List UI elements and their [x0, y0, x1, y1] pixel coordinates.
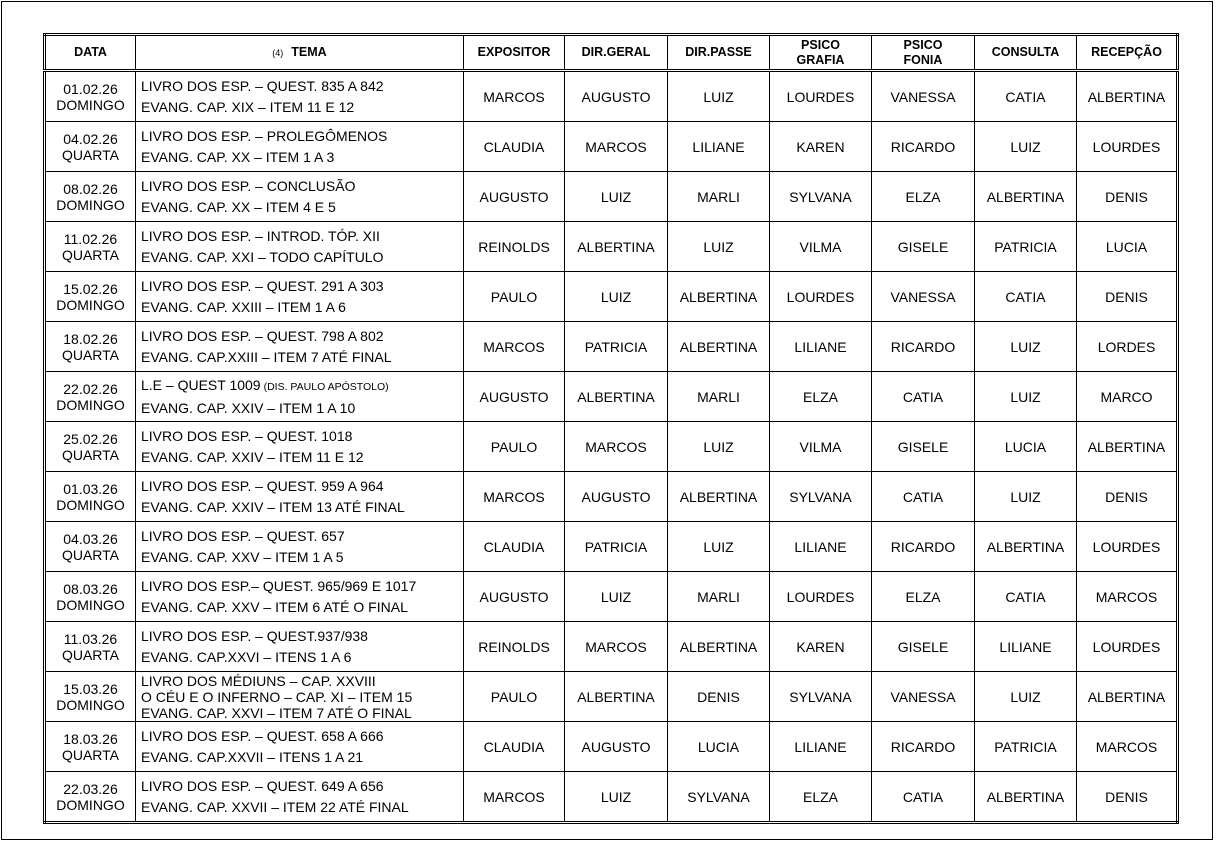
table-row	[45, 772, 1178, 823]
header-tema-prefix: (4)	[272, 47, 284, 58]
date-value: 11.02.26	[63, 230, 118, 247]
table-header	[45, 35, 1178, 71]
tema-line-2: EVANG. CAP. XXIII – ITEM 1 A 6	[141, 298, 346, 315]
cell-psico-fonia: CATIA	[872, 472, 975, 522]
tema-line-1-text: LIVRO DOS ESP. – QUEST. 658 A 666	[141, 727, 384, 744]
cell-tema	[136, 672, 464, 722]
cell-recepcao: DENIS	[1077, 472, 1178, 522]
tema-line-1-text: LIVRO DOS ESP. – QUEST. 1018	[141, 427, 353, 444]
cell-consulta: ALBERTINA	[975, 172, 1077, 222]
cell-consulta: LUIZ	[975, 672, 1077, 722]
cell-psico-grafia: LILIANE	[770, 722, 872, 772]
cell-recepcao: MARCOS	[1077, 572, 1178, 622]
cell-expositor: AUGUSTO	[464, 572, 565, 622]
cell-tema	[136, 722, 464, 772]
tema-line-2: EVANG. CAP.XXVI – ITENS 1 A 6	[141, 648, 352, 665]
tema-line-1	[141, 526, 463, 547]
cell-psico-grafia: VILMA	[770, 422, 872, 472]
table-row	[45, 522, 1178, 572]
cell-dir-geral: AUGUSTO	[565, 472, 668, 522]
tema-line-1	[141, 426, 463, 447]
cell-psico-fonia: CATIA	[872, 372, 975, 422]
tema-line-1-text: LIVRO DOS ESP. – QUEST. 798 A 802	[141, 327, 384, 344]
tema-line-1-text: L.E – QUEST 1009	[141, 376, 261, 393]
date-value: 01.03.26	[63, 480, 118, 497]
cell-dir-passe: SYLVANA	[668, 772, 770, 823]
tema-line-2: EVANG. CAP. XXV – ITEM 1 A 5	[141, 548, 344, 565]
cell-expositor: CLAUDIA	[464, 522, 565, 572]
cell-dir-passe: LUIZ	[668, 522, 770, 572]
cell-dir-passe: MARLI	[668, 572, 770, 622]
cell-dir-geral: PATRICIA	[565, 522, 668, 572]
cell-date	[45, 672, 136, 722]
cell-consulta: LUCIA	[975, 422, 1077, 472]
tema-line-1	[141, 726, 463, 747]
header-psico-grafia	[770, 35, 872, 71]
cell-expositor: CLAUDIA	[464, 122, 565, 172]
cell-psico-grafia: LILIANE	[770, 522, 872, 572]
weekday-value: QUARTA	[61, 746, 120, 763]
cell-consulta: ALBERTINA	[975, 522, 1077, 572]
tema-line-2: EVANG. CAP. XXIV – ITEM 11 E 12	[141, 448, 364, 465]
cell-expositor: AUGUSTO	[464, 372, 565, 422]
weekday-value: DOMINGO	[56, 296, 125, 313]
header-dir-geral: DIR.GERAL	[565, 35, 668, 71]
tema-line-1	[141, 176, 463, 197]
weekday-value: QUARTA	[61, 346, 120, 363]
cell-date	[45, 722, 136, 772]
tema-line-1	[141, 476, 463, 497]
cell-dir-geral: PATRICIA	[565, 322, 668, 372]
cell-expositor: MARCOS	[464, 472, 565, 522]
cell-dir-geral: ALBERTINA	[565, 372, 668, 422]
cell-tema	[136, 122, 464, 172]
cell-recepcao: MARCOS	[1077, 722, 1178, 772]
header-recepcao: RECEPÇÃO	[1077, 35, 1178, 71]
cell-psico-fonia: VANESSA	[872, 272, 975, 322]
cell-recepcao: DENIS	[1077, 172, 1178, 222]
header-date: DATA	[45, 35, 136, 71]
cell-tema	[136, 172, 464, 222]
cell-dir-geral: MARCOS	[565, 622, 668, 672]
cell-dir-geral: AUGUSTO	[565, 722, 668, 772]
cell-tema	[136, 71, 464, 122]
cell-expositor: PAULO	[464, 272, 565, 322]
cell-psico-grafia: LILIANE	[770, 322, 872, 372]
cell-dir-passe: LUCIA	[668, 722, 770, 772]
header-tema	[136, 35, 464, 71]
header-expositor: EXPOSITOR	[464, 35, 565, 71]
cell-psico-grafia: SYLVANA	[770, 172, 872, 222]
cell-recepcao: ALBERTINA	[1077, 672, 1178, 722]
date-value: 22.02.26	[63, 380, 118, 397]
table-row	[45, 622, 1178, 672]
date-value: 22.03.26	[63, 780, 118, 797]
tema-line-1	[141, 76, 463, 97]
header-psico-grafia-line2: GRAFIA	[796, 52, 845, 67]
tema-line-1-text: LIVRO DOS ESP. – QUEST. 657	[141, 527, 345, 544]
cell-date	[45, 272, 136, 322]
cell-dir-passe: DENIS	[668, 672, 770, 722]
header-psico-fonia	[872, 35, 975, 71]
cell-psico-grafia: LOURDES	[770, 71, 872, 122]
header-dir-passe: DIR.PASSE	[668, 35, 770, 71]
cell-consulta: CATIA	[975, 71, 1077, 122]
cell-expositor: MARCOS	[464, 772, 565, 823]
date-value: 08.03.26	[63, 580, 118, 597]
cell-psico-fonia: RICARDO	[872, 122, 975, 172]
tema-line-1-text: LIVRO DOS ESP. – QUEST. 649 A 656	[141, 777, 384, 794]
cell-psico-fonia: VANESSA	[872, 672, 975, 722]
cell-psico-grafia: SYLVANA	[770, 472, 872, 522]
cell-dir-geral: LUIZ	[565, 172, 668, 222]
date-value: 08.02.26	[63, 180, 118, 197]
tema-line-2: O CÉU E O INFERNO – CAP. XI – ITEM 15	[141, 688, 413, 705]
cell-recepcao: MARCO	[1077, 372, 1178, 422]
cell-recepcao: ALBERTINA	[1077, 422, 1178, 472]
tema-line-2: EVANG. CAP.XXIII – ITEM 7 ATÉ FINAL	[141, 348, 392, 365]
weekday-value: QUARTA	[61, 246, 120, 263]
tema-line-1	[141, 375, 463, 398]
cell-tema	[136, 222, 464, 272]
cell-consulta: LUIZ	[975, 472, 1077, 522]
date-value: 18.03.26	[63, 730, 118, 747]
tema-line-2: EVANG. CAP.XXVII – ITENS 1 A 21	[141, 748, 364, 765]
cell-expositor: PAULO	[464, 672, 565, 722]
cell-psico-fonia: ELZA	[872, 172, 975, 222]
cell-psico-grafia: ELZA	[770, 372, 872, 422]
tema-line-1	[141, 226, 463, 247]
cell-tema	[136, 322, 464, 372]
cell-dir-passe: ALBERTINA	[668, 322, 770, 372]
date-value: 25.02.26	[63, 430, 118, 447]
cell-psico-fonia: GISELE	[872, 222, 975, 272]
cell-consulta: PATRICIA	[975, 722, 1077, 772]
cell-date	[45, 572, 136, 622]
date-value: 15.02.26	[63, 280, 118, 297]
date-value: 18.02.26	[63, 330, 118, 347]
tema-line-2: EVANG. CAP. XX – ITEM 4 E 5	[141, 198, 336, 215]
cell-psico-fonia: GISELE	[872, 622, 975, 672]
date-value: 11.03.26	[63, 630, 118, 647]
cell-dir-passe: LILIANE	[668, 122, 770, 172]
table-row	[45, 472, 1178, 522]
tema-line-1-text: LIVRO DOS ESP.– QUEST. 965/969 E 1017	[141, 577, 417, 594]
tema-line-1	[141, 626, 463, 647]
cell-consulta: CATIA	[975, 272, 1077, 322]
tema-line-1-text: LIVRO DOS ESP. – QUEST. 959 A 964	[141, 477, 384, 494]
date-value: 04.02.26	[63, 130, 118, 147]
cell-date	[45, 522, 136, 572]
cell-psico-fonia: VANESSA	[872, 71, 975, 122]
cell-dir-passe: LUIZ	[668, 422, 770, 472]
table-row	[45, 572, 1178, 622]
cell-recepcao: LOURDES	[1077, 622, 1178, 672]
cell-tema	[136, 622, 464, 672]
tema-line-2: EVANG. CAP. XXIV – ITEM 13 ATÉ FINAL	[141, 498, 405, 515]
tema-line-1-text: LIVRO DOS ESP. – QUEST. 835 A 842	[141, 77, 384, 94]
cell-recepcao: LUCIA	[1077, 222, 1178, 272]
cell-date	[45, 322, 136, 372]
cell-dir-geral: ALBERTINA	[565, 672, 668, 722]
tema-line-1	[141, 576, 463, 597]
header-psico-fonia-line1: PSICO	[903, 37, 943, 52]
header-consulta: CONSULTA	[975, 35, 1077, 71]
weekday-value: DOMINGO	[56, 596, 125, 613]
tema-line-2: EVANG. CAP. XXI – TODO CAPÍTULO	[141, 248, 384, 265]
table-row	[45, 222, 1178, 272]
cell-consulta: PATRICIA	[975, 222, 1077, 272]
cell-psico-fonia: RICARDO	[872, 522, 975, 572]
tema-line-1-text: LIVRO DOS ESP. – QUEST.937/938	[141, 627, 368, 644]
weekday-value: DOMINGO	[56, 396, 125, 413]
date-value: 15.03.26	[63, 680, 118, 697]
cell-psico-grafia: KAREN	[770, 622, 872, 672]
cell-consulta: CATIA	[975, 572, 1077, 622]
cell-psico-grafia: LOURDES	[770, 272, 872, 322]
cell-tema	[136, 372, 464, 422]
tema-line-1	[141, 276, 463, 297]
tema-line-1-text: LIVRO DOS ESP. – PROLEGÔMENOS	[141, 127, 388, 144]
weekday-value: DOMINGO	[56, 796, 125, 813]
date-value: 04.03.26	[63, 530, 118, 547]
cell-date	[45, 122, 136, 172]
weekday-value: DOMINGO	[56, 96, 125, 113]
cell-expositor: MARCOS	[464, 322, 565, 372]
cell-consulta: LUIZ	[975, 322, 1077, 372]
cell-dir-geral: LUIZ	[565, 272, 668, 322]
cell-dir-geral: MARCOS	[565, 122, 668, 172]
cell-expositor: MARCOS	[464, 71, 565, 122]
table-row	[45, 272, 1178, 322]
tema-line-1	[141, 126, 463, 147]
tema-line-2: EVANG. CAP. XXV – ITEM 6 ATÉ O FINAL	[141, 598, 408, 615]
tema-line-1-text: LIVRO DOS ESP. – QUEST. 291 A 303	[141, 277, 384, 294]
header-psico-grafia-line1: PSICO	[801, 37, 840, 52]
tema-line-2: EVANG. CAP. XX – ITEM 1 A 3	[141, 148, 335, 165]
schedule-table	[43, 33, 1179, 824]
header-psico-fonia-line2: FONIA	[903, 52, 943, 67]
cell-dir-passe: ALBERTINA	[668, 472, 770, 522]
cell-date	[45, 222, 136, 272]
cell-psico-grafia: VILMA	[770, 222, 872, 272]
cell-consulta: LUIZ	[975, 372, 1077, 422]
cell-tema	[136, 572, 464, 622]
cell-tema	[136, 472, 464, 522]
weekday-value: DOMINGO	[56, 696, 125, 713]
tema-line-2: EVANG. CAP. XXIV – ITEM 1 A 10	[141, 399, 356, 416]
table-row	[45, 372, 1178, 422]
cell-psico-grafia: KAREN	[770, 122, 872, 172]
tema-line-1	[141, 776, 463, 797]
tema-line-2: EVANG. CAP. XIX – ITEM 11 E 12	[141, 98, 355, 115]
weekday-value: QUARTA	[61, 146, 120, 163]
cell-psico-fonia: RICARDO	[872, 322, 975, 372]
tema-line-1	[141, 673, 463, 689]
cell-date	[45, 622, 136, 672]
cell-expositor: PAULO	[464, 422, 565, 472]
table-row	[45, 71, 1178, 122]
cell-date	[45, 422, 136, 472]
cell-recepcao: LOURDES	[1077, 122, 1178, 172]
date-value: 01.02.26	[63, 80, 118, 97]
tema-line-2: EVANG. CAP. XXVII – ITEM 22 ATÉ FINAL	[141, 798, 409, 815]
cell-tema	[136, 522, 464, 572]
cell-date	[45, 472, 136, 522]
cell-tema	[136, 422, 464, 472]
cell-psico-grafia: SYLVANA	[770, 672, 872, 722]
tema-line-1-text: LIVRO DOS MÉDIUNS – CAP. XXVIII	[141, 672, 376, 689]
tema-line-1-text: LIVRO DOS ESP. – CONCLUSÃO	[141, 177, 356, 194]
cell-consulta: LUIZ	[975, 122, 1077, 172]
cell-date	[45, 71, 136, 122]
weekday-value: DOMINGO	[56, 496, 125, 513]
cell-recepcao: LORDES	[1077, 322, 1178, 372]
cell-expositor: CLAUDIA	[464, 722, 565, 772]
cell-tema	[136, 272, 464, 322]
cell-dir-passe: MARLI	[668, 172, 770, 222]
cell-consulta: ALBERTINA	[975, 772, 1077, 823]
cell-expositor: AUGUSTO	[464, 172, 565, 222]
cell-psico-fonia: ELZA	[872, 572, 975, 622]
cell-tema	[136, 772, 464, 823]
tema-line-1-text: LIVRO DOS ESP. – INTROD. TÓP. XII	[141, 227, 380, 244]
table-row	[45, 172, 1178, 222]
tema-line-3: EVANG. CAP. XXVI – ITEM 7 ATÉ O FINAL	[141, 704, 412, 721]
tema-line-1-note: (DIS. PAULO APÓSTOLO)	[263, 380, 389, 393]
table-row	[45, 422, 1178, 472]
table-row	[45, 322, 1178, 372]
table-row	[45, 122, 1178, 172]
cell-dir-passe: LUIZ	[668, 71, 770, 122]
cell-expositor: REINOLDS	[464, 622, 565, 672]
weekday-value: QUARTA	[61, 646, 120, 663]
weekday-value: QUARTA	[61, 546, 120, 563]
cell-dir-geral: LUIZ	[565, 572, 668, 622]
table-body	[45, 71, 1178, 823]
cell-dir-geral: MARCOS	[565, 422, 668, 472]
cell-recepcao: LOURDES	[1077, 522, 1178, 572]
cell-psico-fonia: CATIA	[872, 772, 975, 823]
cell-dir-passe: ALBERTINA	[668, 622, 770, 672]
cell-expositor: REINOLDS	[464, 222, 565, 272]
cell-consulta: LILIANE	[975, 622, 1077, 672]
cell-date	[45, 372, 136, 422]
cell-recepcao: ALBERTINA	[1077, 71, 1178, 122]
tema-line-1	[141, 326, 463, 347]
cell-date	[45, 172, 136, 222]
cell-recepcao: DENIS	[1077, 272, 1178, 322]
cell-dir-passe: MARLI	[668, 372, 770, 422]
weekday-value: DOMINGO	[56, 196, 125, 213]
cell-dir-geral: AUGUSTO	[565, 71, 668, 122]
cell-psico-fonia: RICARDO	[872, 722, 975, 772]
cell-dir-geral: ALBERTINA	[565, 222, 668, 272]
table-row	[45, 722, 1178, 772]
table-row	[45, 672, 1178, 722]
cell-date	[45, 772, 136, 823]
header-tema-label: TEMA	[291, 44, 327, 59]
cell-recepcao: DENIS	[1077, 772, 1178, 823]
cell-dir-passe: LUIZ	[668, 222, 770, 272]
cell-psico-grafia: LOURDES	[770, 572, 872, 622]
cell-dir-passe: ALBERTINA	[668, 272, 770, 322]
cell-dir-geral: LUIZ	[565, 772, 668, 823]
weekday-value: QUARTA	[61, 446, 120, 463]
cell-psico-fonia: GISELE	[872, 422, 975, 472]
cell-psico-grafia: ELZA	[770, 772, 872, 823]
